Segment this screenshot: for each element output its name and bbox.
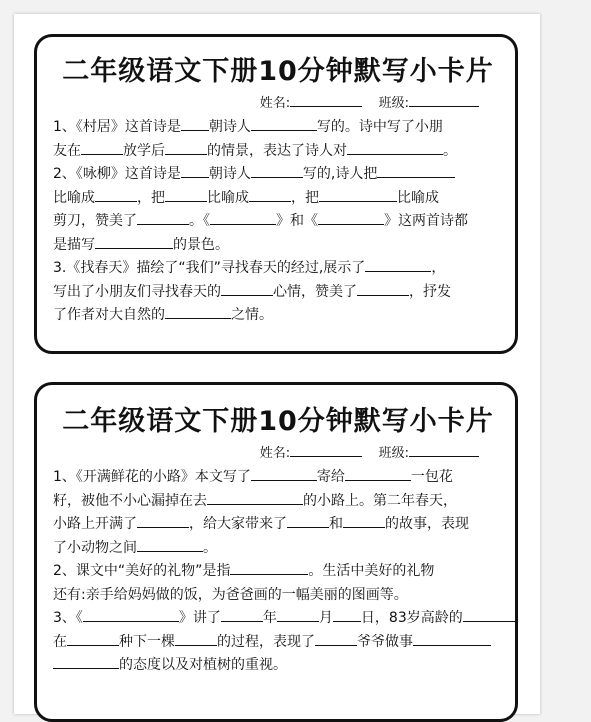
- text-line: 的态度以及对植树的重视。: [53, 654, 503, 678]
- class-blank[interactable]: [409, 93, 479, 107]
- fill-blank[interactable]: [181, 116, 209, 131]
- name-label: 姓名:: [259, 96, 291, 111]
- fill-blank[interactable]: [277, 607, 319, 622]
- fill-blank[interactable]: [137, 513, 189, 528]
- fill-blank[interactable]: [413, 631, 491, 646]
- fill-blank[interactable]: [175, 631, 217, 646]
- class-label: 班级:: [378, 446, 409, 461]
- fill-blank[interactable]: [333, 607, 361, 622]
- text-line: 3、《 》讲了 年 月 日，83岁高龄的: [53, 607, 503, 631]
- fill-blank[interactable]: [345, 466, 411, 481]
- fill-blank[interactable]: [81, 140, 123, 155]
- text-line: 剪刀，赞美了 。《 》和《 》这两首诗都: [53, 210, 503, 234]
- text-line: 籽，被他不小心漏掉在去 的小路上。第二年春天，: [53, 490, 503, 514]
- fill-blank[interactable]: [207, 490, 303, 505]
- dictation-card-1: [34, 34, 518, 354]
- text-line: 了小动物之间 。: [53, 537, 503, 561]
- class-blank[interactable]: [409, 443, 479, 457]
- fill-blank[interactable]: [319, 187, 397, 202]
- card-body: [53, 116, 503, 328]
- fill-blank[interactable]: [95, 234, 173, 249]
- fill-blank[interactable]: [343, 513, 385, 528]
- text-line: 还有:亲手给妈妈做的饭，为爸爸画的一幅美丽的图画等。: [53, 586, 408, 603]
- fill-blank[interactable]: [251, 116, 317, 131]
- name-blank[interactable]: [290, 93, 362, 107]
- card-title: 二年级语文下册10分钟默写小卡片: [62, 406, 494, 437]
- name-label: 姓名:: [259, 446, 291, 461]
- text-line: 1、《村居》这首诗是 朝诗人 写的。诗中写了小朋: [53, 116, 503, 140]
- text-line: 写出了小朋友们寻找春天的 心情，赞美了 ，抒发: [53, 281, 503, 305]
- name-class-row: [53, 442, 503, 462]
- fill-blank[interactable]: [137, 210, 189, 225]
- fill-blank[interactable]: [377, 163, 455, 178]
- fill-blank[interactable]: [463, 607, 515, 622]
- fill-blank[interactable]: [53, 654, 119, 669]
- fill-blank[interactable]: [83, 607, 179, 622]
- fill-blank[interactable]: [181, 163, 209, 178]
- fill-blank[interactable]: [210, 210, 276, 225]
- fill-blank[interactable]: [315, 631, 357, 646]
- text-line: 比喻成 ，把 比喻成 ，把 比喻成: [53, 187, 503, 211]
- fill-blank[interactable]: [318, 210, 384, 225]
- fill-blank[interactable]: [221, 281, 273, 296]
- fill-blank[interactable]: [165, 187, 207, 202]
- text-line: 2、课文中“美好的礼物”是指 。生活中美好的礼物: [53, 560, 503, 584]
- text-line: 是描写 的景色。: [53, 234, 503, 258]
- fill-blank[interactable]: [287, 513, 329, 528]
- card-title: 二年级语文下册10分钟默写小卡片: [62, 56, 494, 87]
- fill-blank[interactable]: [249, 187, 291, 202]
- fill-blank[interactable]: [137, 537, 203, 552]
- class-label: 班级:: [378, 96, 409, 111]
- fill-blank[interactable]: [357, 281, 409, 296]
- card-body: [53, 466, 503, 678]
- fill-blank[interactable]: [230, 560, 308, 575]
- fill-blank[interactable]: [165, 140, 207, 155]
- fill-blank[interactable]: [347, 140, 443, 155]
- text-line: 在 种下一棵 的过程，表现了 爷爷做事: [53, 631, 503, 655]
- fill-blank[interactable]: [365, 257, 431, 272]
- document-page: [14, 14, 540, 714]
- fill-blank[interactable]: [221, 607, 263, 622]
- fill-blank[interactable]: [67, 631, 119, 646]
- text-line: 2、《咏柳》这首诗是 朝诗人 写的,诗人把: [53, 163, 503, 187]
- fill-blank[interactable]: [165, 304, 231, 319]
- text-line: 了作者对大自然的 之情。: [53, 304, 503, 328]
- fill-blank[interactable]: [95, 187, 137, 202]
- dictation-card-2: [34, 382, 518, 722]
- fill-blank[interactable]: [251, 163, 303, 178]
- text-line: 3.《找春天》描绘了“我们”寻找春天的经过,展示了 ，: [53, 257, 503, 281]
- name-class-row: [53, 92, 503, 112]
- text-line: 友在 放学后 的情景，表达了诗人对 。: [53, 140, 503, 164]
- name-blank[interactable]: [290, 443, 362, 457]
- text-line: 1、《开满鲜花的小路》本文写了 寄给 一包花: [53, 466, 503, 490]
- text-line: 小路上开满了 ，给大家带来了 和 的故事，表现: [53, 513, 503, 537]
- fill-blank[interactable]: [251, 466, 317, 481]
